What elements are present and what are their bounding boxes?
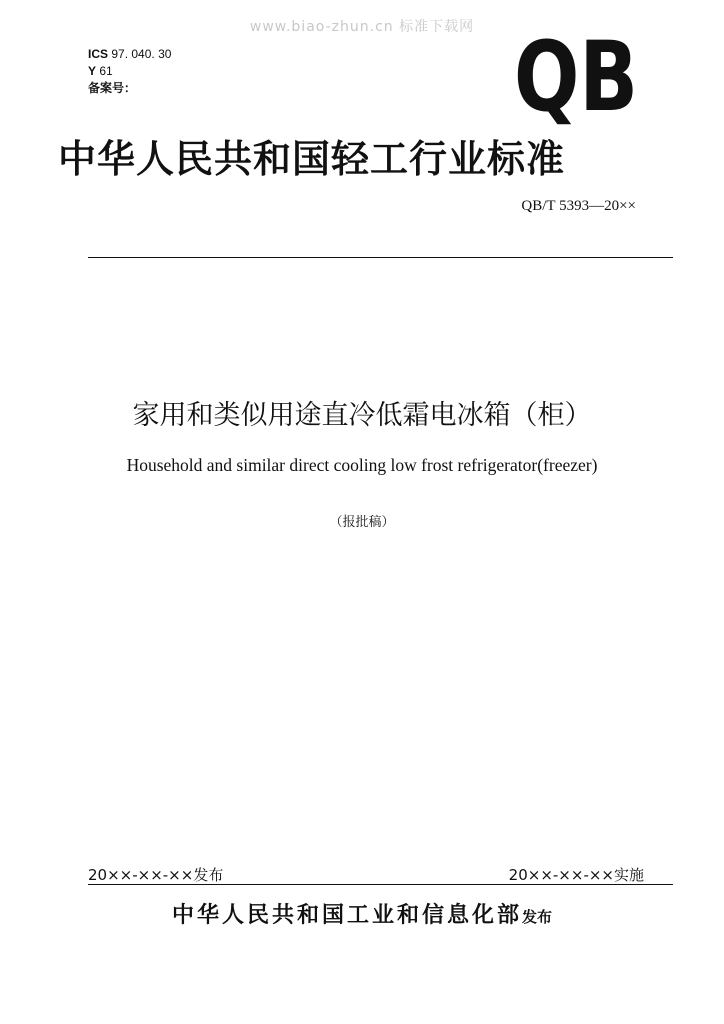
y-value: 61 [99, 64, 113, 78]
qb-logo-graphic [512, 21, 640, 133]
record-line [88, 80, 171, 97]
watermark: www.biao-zhun.cn 标准下载网 [249, 19, 475, 35]
ics-label: ICS [88, 47, 109, 61]
top-divider [88, 257, 673, 258]
implementation-date: 20××-××-××实施 [508, 866, 644, 884]
ics-value: 97. 040. 30 [111, 47, 172, 61]
metadata-block [88, 46, 171, 97]
publisher [0, 898, 724, 929]
record-label: 备案号： [88, 81, 137, 95]
y-line [88, 63, 171, 80]
standard-number: QB/T 5393—20×× [521, 198, 636, 214]
publisher-org: 中华人民共和国工业和信息化部 [171, 903, 522, 928]
main-title: 中华人民共和国轻工行业标准 [58, 136, 566, 181]
ics-line [88, 46, 171, 63]
publisher-suffix: 发布 [522, 908, 553, 926]
issue-date: 20××-××-××发布 [88, 866, 224, 884]
qb-logo [512, 21, 640, 133]
y-label: Y [88, 64, 97, 78]
bottom-divider [88, 884, 673, 885]
draft-status: （报批稿） [329, 515, 395, 530]
chinese-title: 家用和类似用途直冷低霜电冰箱（柜） [132, 400, 592, 431]
english-title: Household and similar direct cooling low frost refrigerator(freezer) [126, 455, 598, 475]
qb-logo-text: QB [514, 21, 638, 133]
